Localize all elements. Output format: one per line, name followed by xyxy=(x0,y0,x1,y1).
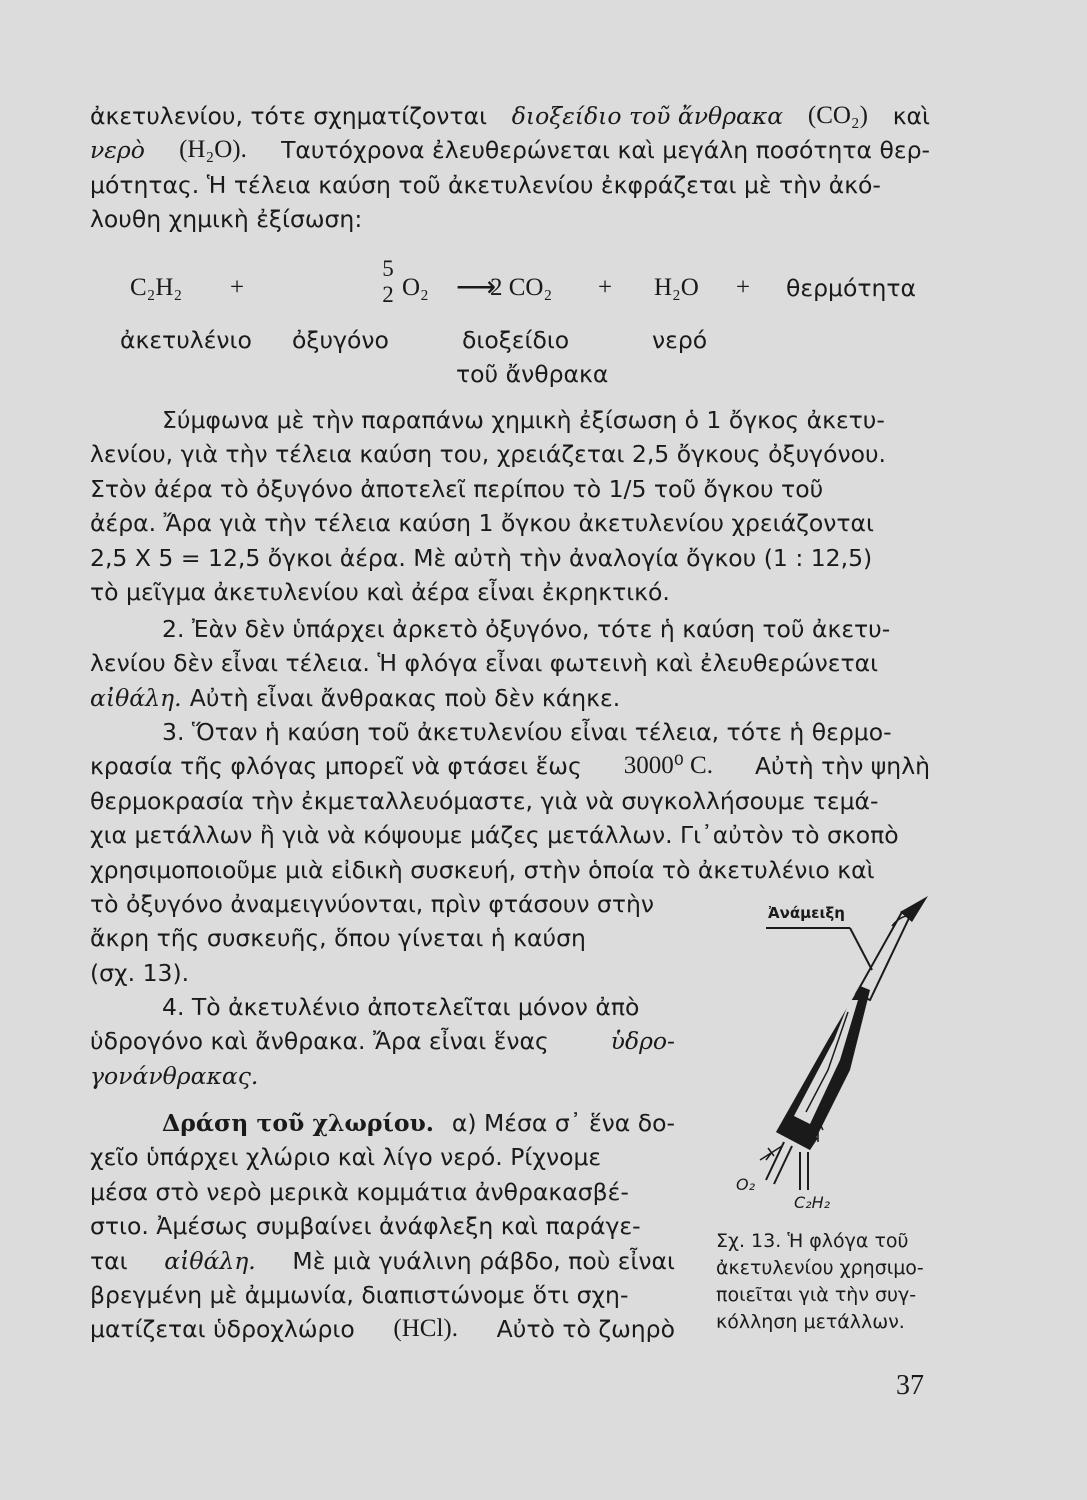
paragraph-temperature xyxy=(90,715,930,887)
eq-carbon-dioxide: 2 CO₂ xyxy=(490,274,553,301)
paragraph-intro xyxy=(90,99,930,237)
figure-label-mixing: Ἀνάμειξη xyxy=(768,904,845,922)
text-line: ται xyxy=(90,1246,128,1275)
text-line: ματίζεται ὑδροχλώριο xyxy=(90,1315,355,1344)
flame-tip-icon xyxy=(900,896,928,922)
eq-label-oxygen: ὀξυγόνο xyxy=(292,326,389,354)
text-line: Αὐτὸ τὸ ζωηρὸ xyxy=(496,1315,675,1344)
text-line: χια μετάλλων ἢ γιὰ νὰ κόψουμε μάζες μετάλλων. Γι᾽αὐτὸν τὸ σκοπὸ xyxy=(90,821,899,850)
text-line: βρεγμένη μὲ ἀμμωνία, διαπιστώνομε ὅτι σχη- xyxy=(90,1280,629,1309)
text-line: α) Μέσα σ᾽ ἕνα δο- xyxy=(451,1109,675,1137)
text-line: λενίου δὲν εἶναι τέλεια. Ἡ φλόγα εἶναι φωτεινὴ καὶ ἐλευθερώνεται xyxy=(90,649,879,678)
eq-water: H₂O xyxy=(654,274,699,301)
eq-oxygen: O₂ xyxy=(402,274,429,301)
text-line: Σύμφωνα μὲ τὴν παραπάνω χημικὴ ἐξίσωση ὁ 1 ὄγκος ἀκετυ- xyxy=(162,406,885,434)
oxygen-inlet-tube xyxy=(774,1146,792,1184)
text-line: Αὐτὴ τὴν ψηλὴ xyxy=(754,752,930,781)
page-number: 37 xyxy=(896,1370,924,1401)
figure-caption xyxy=(716,1228,936,1336)
eq-label-acetylene: ἀκετυλένιο xyxy=(120,326,252,354)
paragraph-hydrocarbon xyxy=(90,990,675,1093)
text-line: ἀέρα. Ἄρα γιὰ τὴν τέλεια καύση 1 ὄγκου ἀκετυλενίου χρειάζονται xyxy=(90,509,874,538)
eq-plus: + xyxy=(598,274,613,301)
text-line: ἄκρη τῆς συσκευῆς, ὅπου γίνεται ἡ καύση xyxy=(90,924,586,953)
text-line: λενίου, γιὰ τὴν τέλεια καύση του, χρειάζεται 2,5 ὄγκους ὀξυγόνου. xyxy=(90,440,887,469)
italic-term: γονάνθρακας. xyxy=(90,1061,259,1090)
text-line: στιο. Ἀμέσως συμβαίνει ἀνάφλεξη καὶ παράγε- xyxy=(90,1212,641,1241)
section-heading: Δράση τοῦ χλωρίου. xyxy=(162,1109,434,1137)
text-line: Αὐτὴ εἶναι ἄνθρακας ποὺ δὲν κάηκε. xyxy=(189,683,621,712)
text-line: (σχ. 13). xyxy=(90,958,190,987)
eq-plus: + xyxy=(230,274,245,301)
eq-heat: θερμότητα xyxy=(786,274,917,302)
paragraph-volumes xyxy=(90,403,930,609)
fraction-numerator: 5 xyxy=(382,256,394,281)
text-line: χεῖο ὑπάρχει χλώριο καὶ λίγο νερό. Ρίχνομε xyxy=(90,1143,602,1172)
figure-label-o2: O₂ xyxy=(736,1175,756,1194)
text-line: χρησιμοποιοῦμε μιὰ εἰδικὴ συσκευή, στὴν ὁποία τὸ ἀκετυλένιο καὶ xyxy=(90,855,875,884)
italic-term: αἰθάλη. xyxy=(90,683,182,712)
caption-line: κόλληση μετάλλων. xyxy=(716,1311,905,1333)
eq-plus: + xyxy=(736,274,751,301)
fraction-five-halves xyxy=(378,256,398,308)
eq-label-water: νερό xyxy=(652,326,708,354)
text-line: λουθη χημικὴ ἐξίσωση: xyxy=(90,205,363,234)
chemical-formula: (HCl). xyxy=(393,1315,458,1343)
caption-line: ἀκετυλενίου χρησιμο- xyxy=(716,1257,924,1279)
text-line: κρασία τῆς φλόγας μπορεῖ νὰ φτάσει ἕως xyxy=(90,752,582,781)
text-line: τὸ μεῖγμα ἀκετυλενίου καὶ ἀέρα εἶναι ἐκρηκτικό. xyxy=(90,577,670,606)
welding-torch-figure xyxy=(700,890,940,1220)
chemical-formula: (CO₂) xyxy=(807,102,868,129)
figure-label-c2h2: C₂H₂ xyxy=(794,1193,831,1212)
text-line: Στὸν ἀέρα τὸ ὀξυγόνο ἀποτελεῖ περίπου τὸ 1/5 τοῦ ὄγκου τοῦ xyxy=(90,474,824,503)
text-line: ὑδρογόνο καὶ ἄνθρακα. Ἄρα εἶναι ἕνας xyxy=(90,1027,549,1056)
eq-acetylene: C₂H₂ xyxy=(130,274,183,301)
text-line: 2,5 X 5 = 12,5 ὄγκοι ἀέρα. Μὲ αὐτὴ τὴν ἀναλογία ὄγκου (1 : 12,5) xyxy=(90,543,873,572)
chemical-formula: (H₂O). xyxy=(179,136,247,164)
eq-label-carbon: τοῦ ἄνθρακα xyxy=(456,360,609,388)
italic-term: διοξείδιο τοῦ ἄνθρακα xyxy=(511,102,784,130)
chemical-equation xyxy=(130,256,930,308)
text-line: Μὲ μιὰ γυάλινη ράβδο, ποὺ εἶναι xyxy=(292,1246,675,1275)
reaction-arrow-icon: ⟶ xyxy=(456,272,497,303)
text-line: μέσα στὸ νερὸ μερικὰ κομμάτια ἀνθρακασβέ- xyxy=(90,1177,629,1206)
text-line: θερμοκρασία τὴν ἐκμεταλλευόμαστε, γιὰ νὰ συγκολλήσουμε τεμά- xyxy=(90,786,879,815)
text-line: 4. Τὸ ἀκετυλένιο ἀποτελεῖται μόνον ἀπὸ xyxy=(162,993,640,1021)
text-line: Ταυτόχρονα ἐλευθερώνεται καὶ μεγάλη ποσότητα θερ- xyxy=(281,136,930,165)
text-line: καὶ xyxy=(892,102,930,130)
text-line: 3. Ὅταν ἡ καύση τοῦ ἀκετυλενίου εἶναι τέλεια, τότε ἡ θερμο- xyxy=(162,718,892,746)
italic-term: ὑδρο- xyxy=(610,1027,675,1056)
fraction-denominator: 2 xyxy=(382,282,394,307)
text-line: τὸ ὀξυγόνο ἀναμειγνύονται, πρὶν φτάσουν στὴν xyxy=(90,890,654,918)
paragraph-chlorine xyxy=(90,1106,675,1347)
italic-term: αἰθάλη. xyxy=(164,1246,256,1275)
eq-label-dioxide: διοξείδιο xyxy=(462,326,570,354)
temperature-value: 3000⁰ C. xyxy=(623,752,713,780)
label-pointer-line xyxy=(850,928,872,970)
paragraph-incomplete-combustion xyxy=(90,612,930,715)
caption-line: ποιεῖται γιὰ τὴν συγ- xyxy=(716,1284,917,1306)
caption-line: Σχ. 13. Ἡ φλόγα τοῦ xyxy=(716,1230,909,1252)
italic-term: νερὸ xyxy=(90,136,145,165)
text-line: ἀκετυλενίου, τότε σχηματίζονται xyxy=(90,102,488,130)
paragraph-temperature-cont xyxy=(90,887,675,990)
text-line: 2. Ἐὰν δὲν ὑπάρχει ἀρκετὸ ὀξυγόνο, τότε ἡ καύση τοῦ ἀκετυ- xyxy=(162,615,891,643)
text-line: μότητας. Ἡ τέλεια καύση τοῦ ἀκετυλενίου ἐκφράζεται μὲ τὴν ἀκό- xyxy=(90,170,881,199)
